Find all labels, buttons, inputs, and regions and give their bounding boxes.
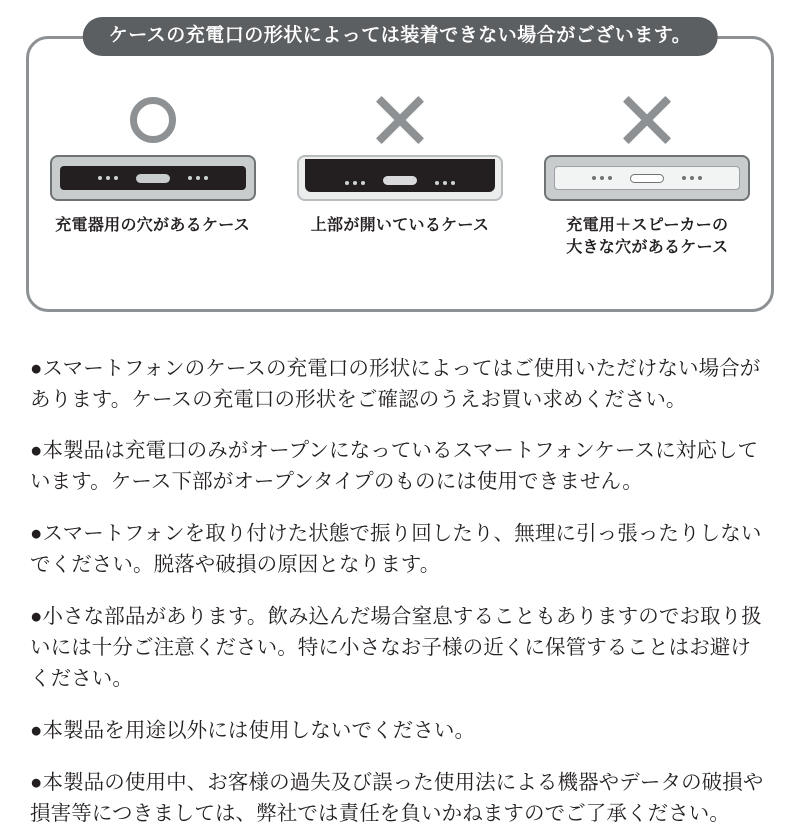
caution-item: ●本製品は充電口のみがオープンになっているスマートフォンケースに対応しています。ケース下部がオープンタイプのものには使用できません。 [30,439,759,494]
caution-item: ●スマートフォンのケースの充電口の形状によってはご使用いただけない場合があります。ケースの充電口の形状をご確認のうえお買い求めください。 [30,356,761,411]
case-example-3 [531,91,763,258]
notice-banner-text: ケースの充電口の形状によっては装着できない場合がございます。 [83,17,718,56]
compatibility-notice-panel [26,25,774,312]
case-caption-1: 充電器用の穴があるケース [55,217,251,234]
cross-mark-icon [623,91,671,149]
speaker-dots-right [682,176,702,180]
phone-illustration-closed-case [50,155,256,201]
speaker-dots-left [98,176,118,180]
phone-illustration-open-top-case [297,155,503,201]
caution-item: ●本製品を用途以外には使用しないでください。 [30,718,476,742]
case-example-2 [284,91,516,237]
caution-item: ●小さな部品があります。飲み込んだ場合窒息することもありますのでお取り扱いには十分ご注意ください。特に小さなお子様の近くに保管することはお避けください。 [30,604,762,691]
phone-illustration-large-hole-case [544,155,750,201]
speaker-dots-right [435,181,455,185]
case-examples-row [29,91,771,258]
case-caption-3-line1: 充電用＋スピーカーの [566,217,729,234]
charging-port [630,174,664,183]
speaker-dots-left [592,176,612,180]
caution-item: ●スマートフォンを取り付けた状態で振り回したり、無理に引っ張ったりしないでください。脱落や破損の原因となります。 [30,522,762,577]
cross-mark-icon [376,91,424,149]
caution-item: ●本製品の使用中、お客様の過失及び誤った使用法による機器やデータの破損や損害等につきましては、弊社では責任を負いかねますのでご了承ください。 [30,770,764,825]
cautions-list [30,332,770,840]
case-caption-2: 上部が開いているケース [310,217,490,234]
circle-mark-icon [130,91,176,149]
charging-port [383,176,417,185]
speaker-dots-right [188,176,208,180]
case-caption-3 [566,215,728,258]
case-caption-3-line2: 大きな穴があるケース [566,238,729,256]
charging-port [136,174,170,183]
case-example-1 [37,91,269,237]
speaker-dots-left [345,181,365,185]
